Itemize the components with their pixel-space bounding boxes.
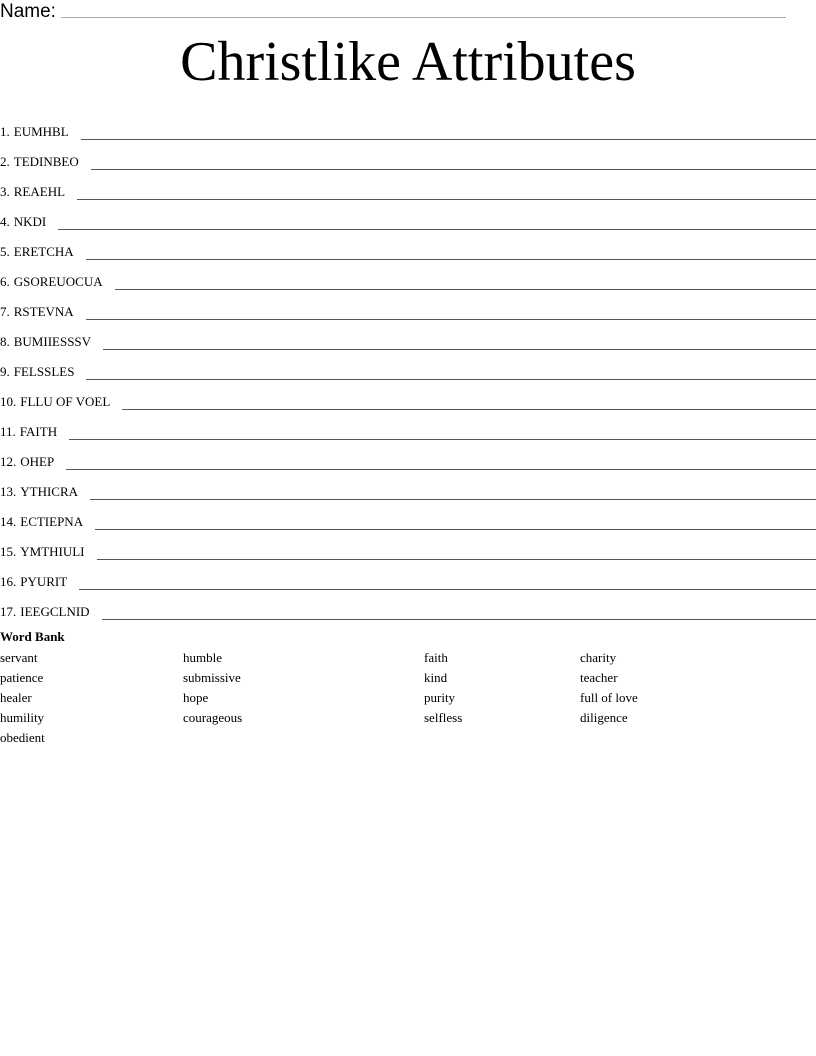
name-row: [0, 0, 790, 22]
scramble-number: 2.: [0, 154, 10, 169]
word-bank-item: submissive: [183, 670, 241, 685]
scramble-number: 10.: [0, 394, 17, 409]
word-bank-item: humility: [0, 710, 45, 725]
scrambled-word: EUMHBL: [13, 124, 69, 139]
scramble-row: [0, 530, 816, 560]
answer-line[interactable]: [97, 559, 816, 560]
scrambled-word: GSOREUOCUA: [13, 274, 103, 289]
word-bank-item: charity: [580, 650, 617, 665]
answer-line[interactable]: [91, 169, 816, 170]
scrambled-word: BUMIIESSSV: [13, 334, 92, 349]
scrambled-word: OHEP: [20, 454, 55, 469]
name-label: Name:: [0, 1, 56, 22]
scrambled-word: TEDINBEO: [13, 154, 79, 169]
scramble-number: 5.: [0, 244, 10, 259]
answer-line[interactable]: [102, 619, 816, 620]
scramble-number: 14.: [0, 514, 17, 529]
word-bank-title: Word Bank: [0, 629, 65, 644]
word-bank-column: [0, 648, 45, 748]
answer-line[interactable]: [69, 439, 816, 440]
scramble-number: 9.: [0, 364, 10, 379]
word-bank-item: humble: [183, 650, 222, 665]
scramble-row: [0, 410, 816, 440]
scramble-row: [0, 200, 816, 230]
scramble-row: [0, 170, 816, 200]
word-bank-column: [424, 648, 462, 728]
answer-line[interactable]: [79, 589, 816, 590]
scramble-number: 1.: [0, 124, 10, 139]
word-bank-item: kind: [424, 670, 448, 685]
scramble-number: 3.: [0, 184, 10, 199]
answer-line[interactable]: [58, 229, 816, 230]
answer-line[interactable]: [122, 409, 816, 410]
answer-line[interactable]: [86, 259, 816, 260]
scrambled-word: PYURIT: [20, 574, 68, 589]
scramble-row: [0, 500, 816, 530]
word-bank-item: patience: [0, 670, 44, 685]
answer-line[interactable]: [115, 289, 816, 290]
word-bank-item: selfless: [424, 710, 463, 725]
word-bank-item: diligence: [580, 710, 628, 725]
scramble-list: [0, 110, 816, 620]
word-bank-item: hope: [183, 690, 209, 705]
scramble-row: [0, 140, 816, 170]
scrambled-word: YTHICRA: [20, 484, 79, 499]
scramble-number: 15.: [0, 544, 17, 559]
answer-line[interactable]: [86, 319, 816, 320]
word-bank: [0, 648, 816, 748]
word-bank-item: courageous: [183, 710, 243, 725]
word-bank-item: healer: [0, 690, 32, 705]
answer-line[interactable]: [95, 529, 816, 530]
scramble-row: [0, 590, 816, 620]
scramble-number: 6.: [0, 274, 10, 289]
scrambled-word: YMTHIULI: [20, 544, 85, 559]
scramble-number: 13.: [0, 484, 17, 499]
answer-line[interactable]: [86, 379, 816, 380]
answer-line[interactable]: [90, 499, 816, 500]
answer-line[interactable]: [103, 349, 816, 350]
scramble-number: 17.: [0, 604, 17, 619]
scramble-row: [0, 110, 816, 140]
scramble-number: 7.: [0, 304, 10, 319]
scramble-row: [0, 380, 816, 410]
scramble-row: [0, 260, 816, 290]
scrambled-word: REAEHL: [13, 184, 66, 199]
scramble-row: [0, 230, 816, 260]
scramble-row: [0, 290, 816, 320]
scramble-row: [0, 440, 816, 470]
scrambled-word: FAITH: [19, 424, 58, 439]
scramble-number: 11.: [0, 424, 16, 439]
answer-line[interactable]: [66, 469, 816, 470]
page-title: Christlike Attributes: [180, 31, 636, 93]
scramble-row: [0, 470, 816, 500]
scrambled-word: ECTIEPNA: [20, 514, 84, 529]
word-bank-item: faith: [424, 650, 448, 665]
answer-line[interactable]: [81, 139, 816, 140]
word-bank-column: [580, 648, 638, 728]
scramble-row: [0, 320, 816, 350]
scramble-number: 16.: [0, 574, 17, 589]
word-bank-item: purity: [424, 690, 456, 705]
name-answer-line[interactable]: [61, 17, 786, 18]
scramble-row: [0, 350, 816, 380]
scramble-row: [0, 560, 816, 590]
word-bank-item: teacher: [580, 670, 618, 685]
word-bank-column: [183, 648, 242, 728]
scrambled-word: FLLU OF VOEL: [20, 394, 111, 409]
scrambled-word: IEEGCLNID: [20, 604, 90, 619]
answer-line[interactable]: [77, 199, 816, 200]
scrambled-word: ERETCHA: [13, 244, 74, 259]
scramble-number: 8.: [0, 334, 10, 349]
scrambled-word: RSTEVNA: [13, 304, 74, 319]
scrambled-word: FELSSLES: [13, 364, 75, 379]
scrambled-word: NKDI: [13, 214, 47, 229]
word-bank-item: full of love: [580, 690, 638, 705]
word-bank-item: servant: [0, 650, 38, 665]
scramble-number: 12.: [0, 454, 17, 469]
word-bank-item: obedient: [0, 730, 45, 745]
scramble-number: 4.: [0, 214, 10, 229]
